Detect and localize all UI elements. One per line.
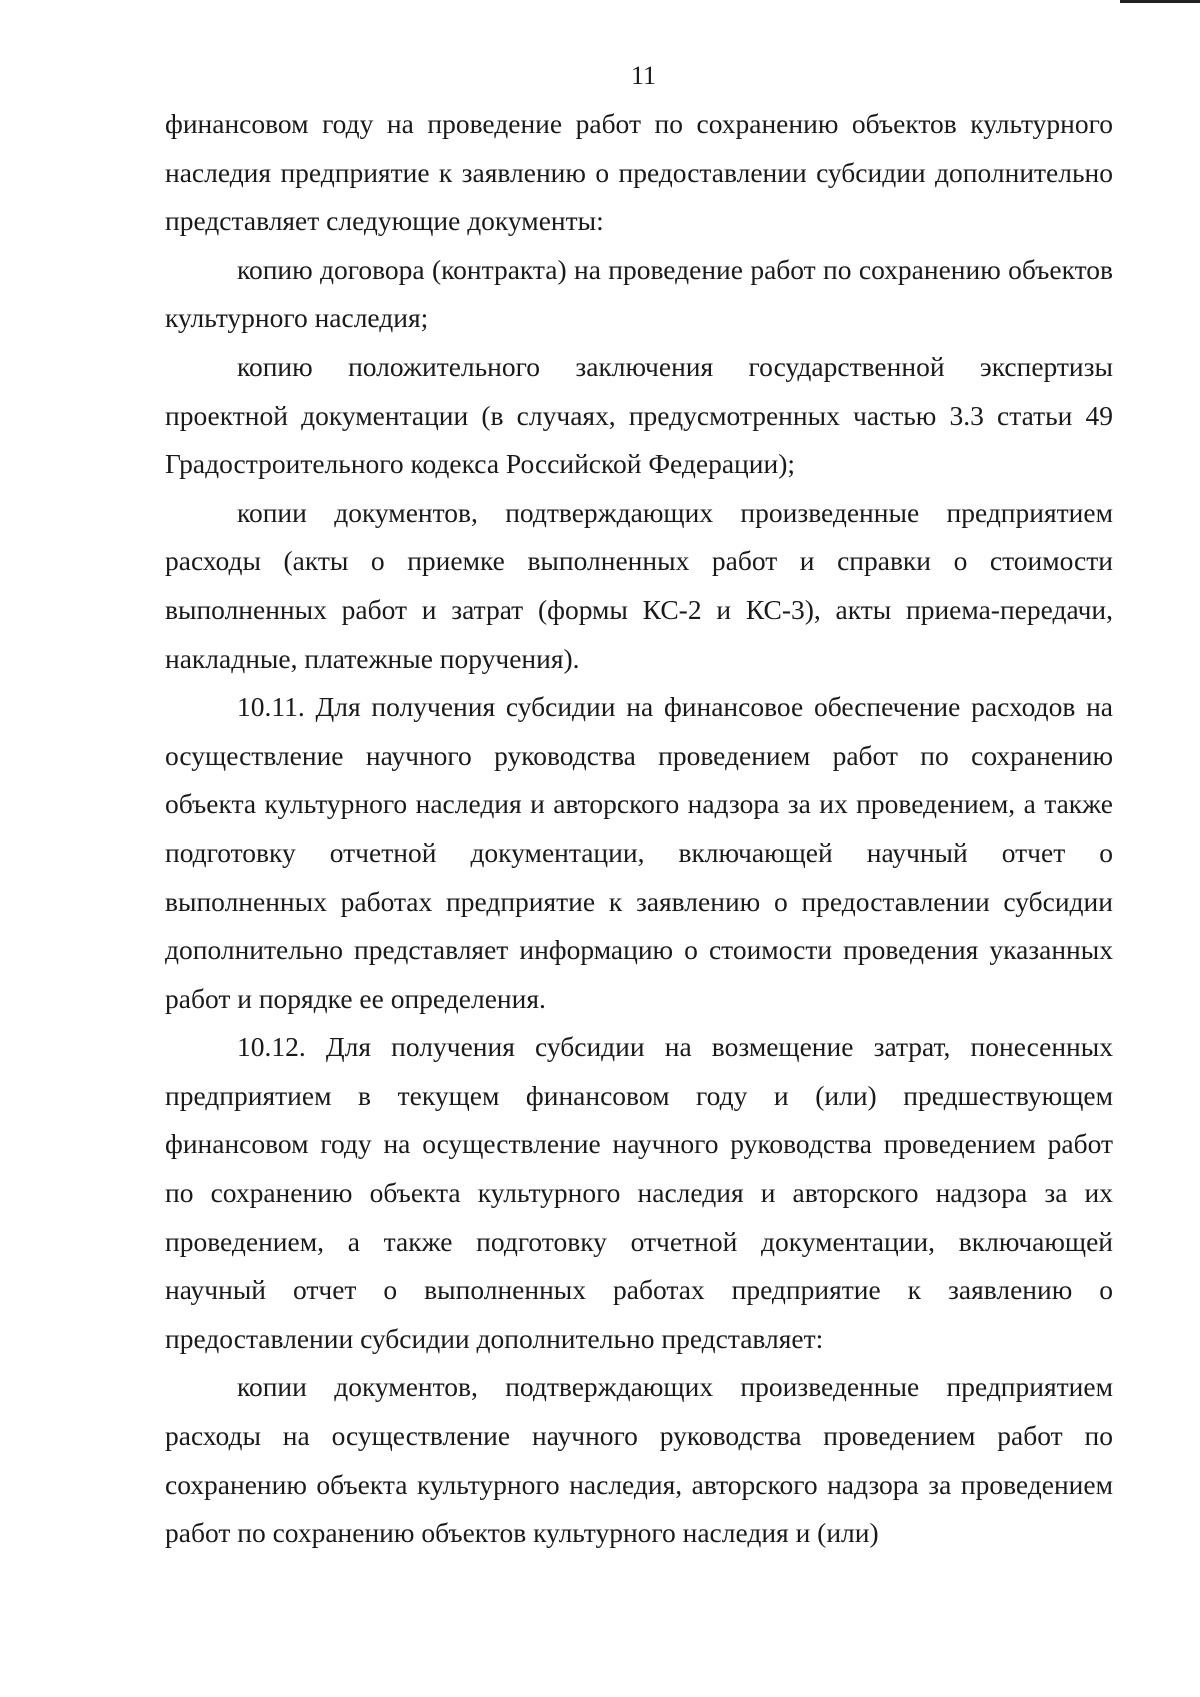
paragraph-1: финансовом году на проведение работ по сохранению объектов культурного наследия предприятие к заявлению о предоставлении субсидии дополнительно представляет следующие документы: [165, 108, 1113, 237]
scan-edge-mark [1120, 0, 1200, 3]
page-number: 11 [630, 61, 657, 90]
paragraph-2: копию договора (контракта) на проведение работ по сохранению объектов культурного наследия; [165, 253, 1113, 334]
paragraph-7: копии документов, подтверждающих произведенные предприятием расходы на осуществление научного руководства проведением работ по сохранению объекта культурного наследия, авторского надзора за проведением работ по сохранению объектов культурного наследия и (или) [165, 1371, 1113, 1549]
paragraph-5: 10.11. Для получения субсидии на финансовое обеспечение расходов на осуществление научного руководства проведением работ по сохранению объекта культурного наследия и авторского надзора за их проведением, а также подготовку отчетной документации, включающей научный отчет о выполненных работах предприятие к заявлению о предоставлении субсидии дополнительно представляет информацию о стоимости проведения указанных работ и порядке ее определения. [165, 691, 1113, 1014]
paragraph-4: копии документов, подтверждающих произведенные предприятием расходы (акты о приемке выполненных работ и справки о стоимости выполненных работ и затрат (формы КС-2 и КС-3), акты приема-передачи, накладные, платежные поручения). [165, 496, 1113, 674]
paragraph-3: копию положительного заключения государственной экспертизы проектной документации (в случаях, предусмотренных частью 3.3 статьи 49 Градостроительного кодекса Российской Федерации); [165, 350, 1113, 480]
paragraph-6: 10.12. Для получения субсидии на возмещение затрат, понесенных предприятием в текущем финансовом году и (или) предшествующем финансовом году на осуществление научного руководства проведением работ по сохранению объекта культурного наследия и авторского надзора за их проведением, а также подготовку отчетной документации, включающей научный отчет о выполненных работах предприятие к заявлению о предоставлении субсидии дополнительно представляет: [165, 1031, 1113, 1354]
document-body [165, 100, 1113, 1558]
